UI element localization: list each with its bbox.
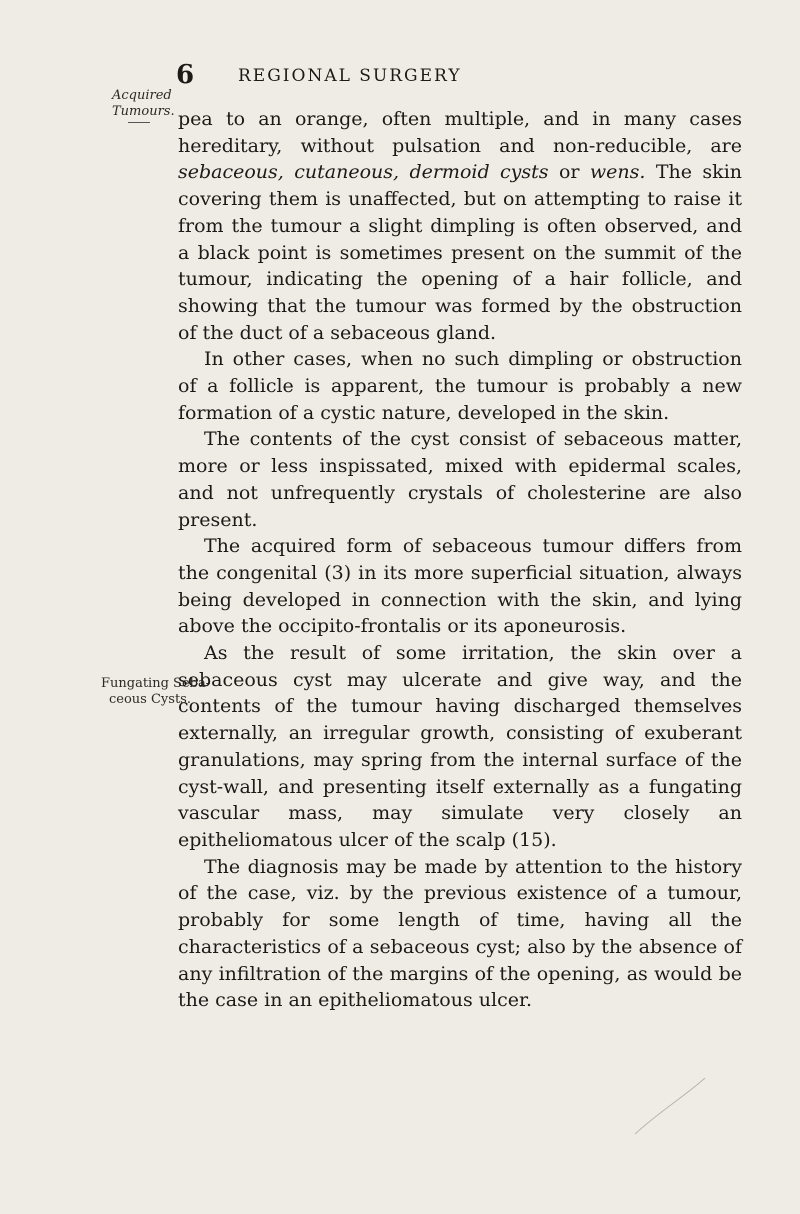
paragraph: As the result of some irritation, the skin over a sebaceous cyst may ulcerate and give way, and the contents of the tumour having discharged themselves externally, an irregular growth, consisting of exuberant granulations, may spring from the internal surface of the cyst-wall, and presenting itself externally as a fungating vascular mass, may simulate very closely an epitheliomatous ulcer of the scalp (15). xyxy=(178,642,742,851)
margin-note-line: Tumours. xyxy=(112,104,175,119)
text-run: pea to an orange, often multiple, and in many cases hereditary, without pulsation and non-reducible, are xyxy=(178,108,742,157)
paragraph: The diagnosis may be made by attention to the history of the case, viz. by the previous existence of a tumour, probably for some length of time, having all the characteristics of a sebaceous cyst; also by the absence of any infiltration of the margins of the opening, as would be the case in an epitheliomatous ulcer. xyxy=(178,855,742,1012)
paragraph: The acquired form of sebaceous tumour differs from the congenital (3) in its more superficial situation, always being developed in connection with the skin, and lying above the occipito-frontalis or its aponeurosis. xyxy=(178,535,742,638)
pencil-mark xyxy=(630,1076,710,1136)
italic-term: wens. xyxy=(589,161,646,184)
paragraph: In other cases, when no such dimpling or obstruction of a follicle is apparent, the tumour is probably a new formation of a cystic nature, developed in the skin. xyxy=(178,348,742,424)
margin-note-line: Fungating Seba- xyxy=(101,676,211,691)
italic-term: sebaceous, cutaneous, dermoid cysts xyxy=(178,161,549,184)
margin-note-acquired-tumours xyxy=(112,88,175,120)
text-run: The skin covering them is unaffected, but on attempting to raise it from the tumour a slight dimpling is often observed, and a black point is sometimes present on the summit of the tumour, indicating the opening of a hair follicle, and showing that the tumour was formed by the obstruction of the duct of a sebaceous gland. xyxy=(178,161,743,344)
running-head: REGIONAL SURGERY xyxy=(238,66,462,86)
paragraph xyxy=(178,106,742,346)
body-text xyxy=(178,106,742,1014)
page-number: 6 xyxy=(176,60,195,90)
margin-dash xyxy=(128,122,150,123)
margin-note-line: Acquired xyxy=(112,88,172,103)
margin-note-line: ceous Cysts. xyxy=(109,692,191,707)
paragraph: The contents of the cyst consist of sebaceous matter, more or less inspissated, mixed with epidermal scales, and not unfrequently crystals of cholesterine are also present. xyxy=(178,428,742,531)
text-run: or xyxy=(548,161,590,184)
